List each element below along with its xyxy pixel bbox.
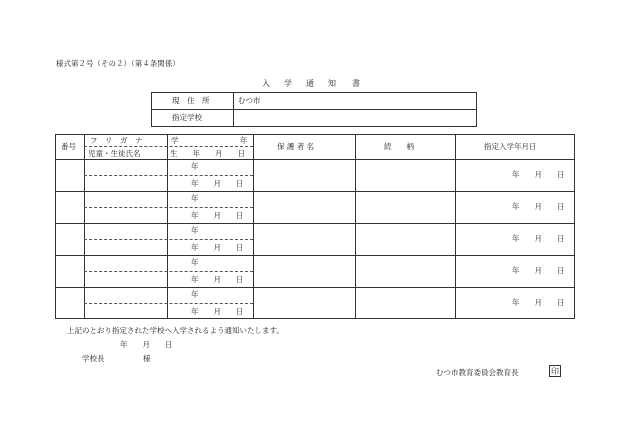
- row-4-year: 年: [191, 258, 199, 267]
- row-3-birth-date: 年 月 日: [191, 243, 244, 252]
- row-2-birth-date: 年 月 日: [191, 211, 244, 220]
- title-char-2: 学: [284, 79, 292, 88]
- header-birth-date: 生 年 月 日: [170, 149, 245, 158]
- addressee-honorific: 様: [143, 354, 151, 363]
- student-table: [55, 134, 575, 319]
- row-1-year: 年: [191, 162, 199, 171]
- header-guardian: 保 護 者 名: [277, 142, 315, 151]
- row-3-entry-date: 年 月 日: [512, 234, 565, 243]
- addressee-label: 学校長: [82, 354, 105, 363]
- header-number: 番号: [61, 142, 76, 151]
- header-name: 児童・生徒氏名: [88, 149, 141, 158]
- issuer: むつ市教育委員会教育長: [436, 368, 519, 377]
- row-1-entry-date: 年 月 日: [512, 170, 565, 179]
- row-2-entry-date: 年 月 日: [512, 202, 565, 211]
- row-2-year: 年: [191, 194, 199, 203]
- row-5-entry-date: 年 月 日: [512, 298, 565, 307]
- header-birth-top: 学: [171, 136, 179, 145]
- title-char-1: 入: [262, 79, 270, 88]
- address-label: 現 住 所: [172, 96, 210, 105]
- row-3-year: 年: [191, 226, 199, 235]
- title-char-5: 書: [352, 79, 360, 88]
- notice-date: 年 月 日: [120, 340, 173, 349]
- header-entry-date: 指定入学年月日: [484, 142, 537, 151]
- address-value[interactable]: むつ市: [238, 96, 261, 105]
- seal-stamp: 印: [551, 366, 559, 376]
- row-5-birth-date: 年 月 日: [191, 307, 244, 316]
- title-char-4: 知: [328, 79, 336, 88]
- header-birth-top-year: 年: [240, 136, 248, 145]
- row-4-entry-date: 年 月 日: [512, 266, 565, 275]
- header-furigana: フ リ ガ ナ: [90, 136, 143, 145]
- row-1-birth-date: 年 月 日: [191, 179, 244, 188]
- notice-text: 上記のとおり指定された学校へ入学されるよう通知いたします。: [67, 326, 284, 335]
- form-label: 様式第２号（その２）（第４条関係）: [56, 59, 180, 68]
- row-5-year: 年: [191, 290, 199, 299]
- row-4-birth-date: 年 月 日: [191, 275, 244, 284]
- header-relation: 続 柄: [384, 142, 414, 151]
- title-char-3: 通: [306, 79, 314, 88]
- school-label: 指定学校: [172, 113, 202, 122]
